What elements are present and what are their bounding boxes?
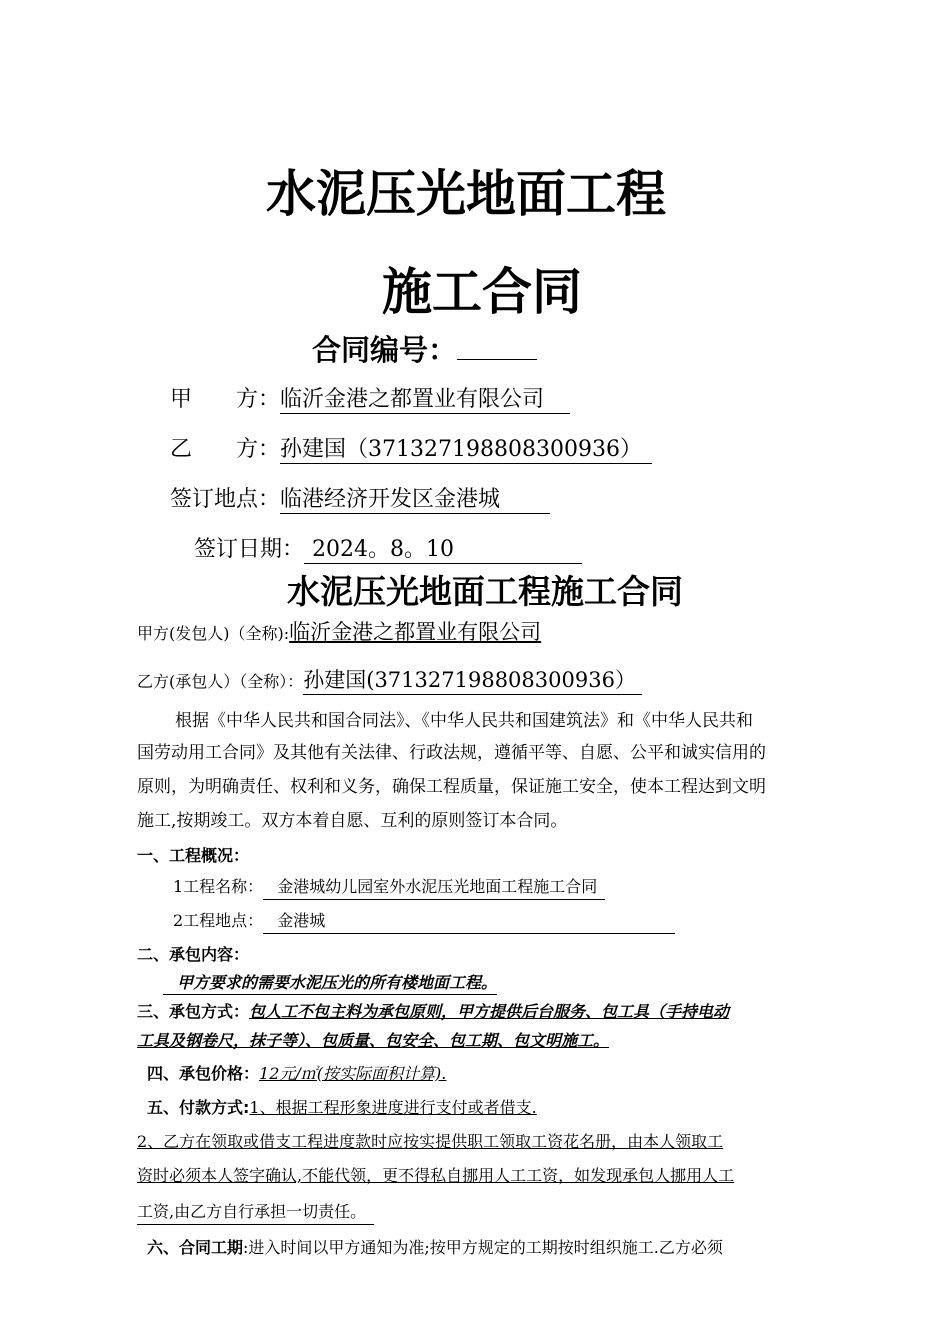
contract-number: [312, 328, 537, 369]
contract-party-b-label: 乙方(承包人）（全称）：: [137, 672, 304, 691]
section2-value: 甲方要求的需要水泥压光的所有楼地面工程。: [163, 967, 497, 998]
cover-title-line2: 施工合同: [382, 263, 582, 321]
contract-number-label: 合同编号：: [312, 333, 458, 367]
cover-party-b-label: 乙 方：: [170, 437, 281, 462]
cover-party-b: [170, 432, 652, 464]
section1-item2-value: 金港城: [263, 909, 675, 934]
section3-line2: [137, 1025, 609, 1056]
contract-party-a-value: 临沂金港之都置业有限公司: [289, 620, 542, 644]
cover-party-a-label: 甲 方：: [170, 387, 281, 412]
cover-party-b-value: 孙建国（371327198808300936）: [280, 432, 652, 464]
contract-party-a: [137, 616, 541, 646]
cover-sign-date: [194, 532, 582, 564]
cover-sign-date-value: 2024。8。10: [304, 532, 582, 564]
section6-line1: [147, 1232, 723, 1263]
section1-item2-label: 2工程地点：: [173, 911, 264, 930]
cover-sign-date-label: 签订日期：: [194, 537, 305, 562]
section6-heading: 六、合同工期: [147, 1238, 244, 1257]
section2-heading: 二、承包内容：: [137, 945, 250, 964]
section3-value-line2: 工具及钢卷尺，抹子等）、包质量、包安全、包工期、包文明施工。: [137, 1031, 610, 1050]
section4: [147, 1058, 446, 1089]
cover-sign-place: [170, 482, 550, 514]
section5-heading: 五、付款方式:: [147, 1098, 250, 1117]
contract-party-a-label: 甲方(发包人)（全称):: [137, 624, 290, 643]
section4-value: 12元/㎡(按实际面积计算).: [259, 1064, 447, 1083]
section1-heading: 一、工程概况：: [137, 846, 250, 865]
intro-line-1: 根据《中华人民共和国合同法》、《中华人民共和国建筑法》和《中华人民共和: [175, 711, 753, 731]
cover-sign-place-value: 临港经济开发区金港城: [280, 482, 550, 514]
cover-title-line1: 水泥压光地面工程: [266, 165, 666, 223]
section1-item1: [173, 871, 605, 902]
intro-line-4: 施工,按期竣工。双方本着自愿、互利的原则签订本合同。: [137, 811, 568, 831]
cover-party-a: [170, 382, 570, 414]
section3-value-line1: 包人工不包主料为承包原则，甲方提供后台服务、包工具（手持电动: [249, 1002, 730, 1021]
contract-party-b: [137, 664, 642, 695]
contract-heading: 水泥压光地面工程施工合同: [287, 572, 683, 611]
section1-item1-label: 1工程名称：: [173, 877, 264, 896]
section1-item1-value: 金港城幼儿园室外水泥压光地面工程施工合同: [263, 875, 605, 900]
section5-value1: 1、根据工程形象进度进行支付或者借支.: [249, 1098, 537, 1117]
contract-party-b-value: 孙建国(371327198808300936）: [303, 664, 642, 695]
section3-line1: [137, 996, 729, 1027]
section5-value2-line2: 资时必须本人签字确认,不能代领，更不得私自挪用人工工资，如发现承包人挪用人工: [137, 1166, 735, 1185]
section3-heading: 三、承包方式：: [137, 1002, 250, 1021]
section6-value: :进入时间以甲方通知为准;按甲方规定的工期按时组织施工.乙方必须: [243, 1238, 723, 1257]
cover-sign-place-label: 签订地点：: [170, 487, 281, 512]
section5-value2-line1: 2、乙方在领取或借支工程进度款时应按实提供职工领取工资花名册，由本人领取工: [137, 1132, 724, 1151]
section5-line1: [147, 1092, 537, 1123]
contract-number-blank: [457, 333, 537, 360]
intro-line-3: 原则，为明确责任、权利和义务，确保工程质量，保证施工安全，使本工程达到文明: [137, 777, 766, 797]
section4-heading: 四、承包价格：: [147, 1064, 260, 1083]
section1-item2: [173, 905, 675, 936]
intro-line-2: 国劳动用工合同》及其他有关法律、行政法规，遵循平等、自愿、公平和诚实信用的: [137, 743, 766, 763]
cover-party-a-value: 临沂金港之都置业有限公司: [280, 382, 570, 414]
section5-value2-line3: 工资,由乙方自行承担一切责任。: [137, 1196, 374, 1227]
